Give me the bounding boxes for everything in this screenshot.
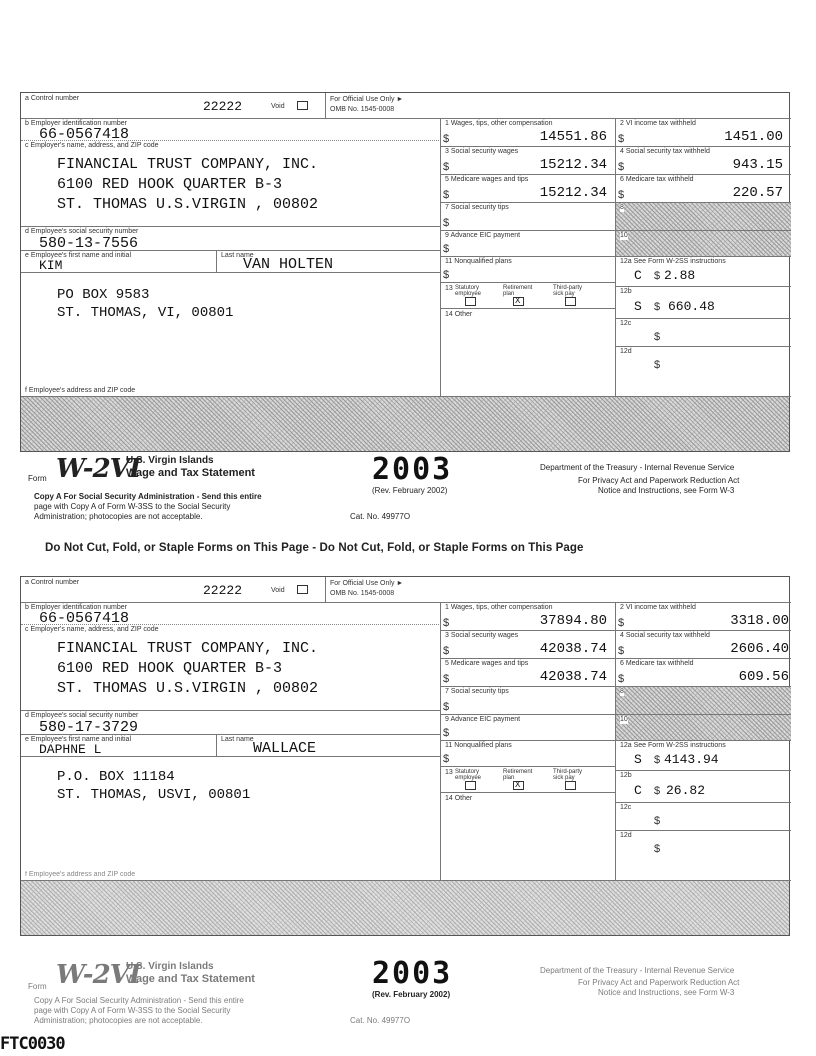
ein-cell	[21, 603, 441, 625]
ssn-value: 580-17-3729	[39, 719, 139, 736]
control-number-cell	[21, 93, 326, 119]
box6-value: 609.56	[738, 669, 789, 685]
privacy-notice-1: For Privacy Act and Paperwork Reduction Act	[578, 978, 740, 987]
address-line-2: ST. THOMAS, USVI, 00801	[57, 787, 251, 803]
box5-cell	[441, 659, 616, 687]
box9-label: 9 Advance EIC payment	[445, 716, 521, 723]
form-year: 2003	[372, 956, 453, 991]
box12b-dollar: $	[654, 785, 661, 797]
address-label: f Employee's address and ZIP code	[25, 387, 136, 394]
official-use-label: For Official Use Only ►	[330, 96, 404, 103]
w2vi-form-2	[20, 576, 790, 936]
employer-city: ST. THOMAS U.S.VIRGIN , 00802	[57, 196, 319, 213]
box12a-label: 12a See Form W-2SS instructions	[620, 742, 726, 749]
state-local-shaded-band	[21, 881, 789, 935]
form-revision: (Rev. February 2002)	[372, 990, 451, 999]
treasury-dept: Department of the Treasury - Internal Revenue Service	[540, 966, 735, 975]
box4-label: 4 Social security tax withheld	[620, 148, 710, 155]
box7-label: 7 Social security tips	[445, 204, 509, 211]
box7-cell	[441, 687, 616, 715]
form-revision: (Rev. February 2002)	[372, 486, 448, 495]
box6-value: 220.57	[732, 185, 783, 201]
ssn-cell	[21, 227, 441, 251]
box12a-dollar: $	[654, 270, 661, 282]
address-line-1: PO BOX 9583	[57, 287, 150, 303]
box2-dollar: $	[618, 133, 625, 145]
box2-cell	[616, 603, 791, 631]
box4-cell	[616, 147, 791, 175]
employee-address-cell	[21, 757, 441, 881]
employer-street: 6100 RED HOOK QUARTER B-3	[57, 660, 283, 677]
box7-label: 7 Social security tips	[445, 688, 509, 695]
box5-dollar: $	[443, 189, 450, 201]
box12a-cell	[616, 741, 791, 771]
official-use-cell	[326, 93, 791, 119]
ein-cell	[21, 119, 441, 141]
box1-dollar: $	[443, 617, 450, 629]
statutory-checkbox	[465, 781, 476, 790]
form-title-line1: U.S. Virgin Islands	[126, 455, 214, 466]
employee-name-cell	[21, 735, 441, 757]
privacy-notice-2: Notice and Instructions, see Form W-3	[598, 988, 735, 997]
control-number-value: 22222	[203, 99, 243, 114]
last-name-value: WALLACE	[253, 740, 317, 757]
box8-label: 8	[620, 204, 624, 211]
box11-label: 11 Nonqualified plans	[445, 742, 512, 749]
box5-value: 42038.74	[539, 669, 607, 685]
name-divider	[216, 735, 217, 757]
box1-dollar: $	[443, 133, 450, 145]
box14-cell	[441, 793, 616, 881]
box10-cell	[616, 715, 791, 741]
box9-label: 9 Advance EIC payment	[445, 232, 521, 239]
box11-cell	[441, 257, 616, 283]
box5-cell	[441, 175, 616, 203]
box9-cell	[441, 715, 616, 741]
void-label: Void	[271, 103, 285, 110]
box1-label: 1 Wages, tips, other compensation	[445, 604, 553, 611]
page-id-stamp: FTC0030	[0, 1034, 65, 1054]
box12b-code: C	[634, 783, 642, 798]
box12c-label: 12c	[620, 320, 632, 327]
form-title-line1: U.S. Virgin Islands	[126, 961, 214, 972]
box12c-cell	[616, 319, 791, 347]
box6-cell	[616, 659, 791, 687]
employer-label: c Employer's name, address, and ZIP code	[25, 142, 159, 149]
box12b-code: S	[634, 299, 642, 314]
box8-cell	[616, 687, 791, 715]
box12a-amount: 4143.94	[664, 752, 719, 767]
control-number-label: a Control number	[25, 95, 80, 102]
form-word: Form	[28, 474, 47, 483]
box12b-label: 12b	[620, 772, 632, 779]
copy-a-line2: page with Copy A of Form W-3SS to the Social Security	[34, 502, 231, 511]
box13-cell	[441, 283, 616, 309]
box7-cell	[441, 203, 616, 231]
statutory-checkbox	[465, 297, 476, 306]
box6-cell	[616, 175, 791, 203]
first-name-value: KIM	[39, 258, 63, 273]
last-name-label: Last name	[221, 252, 254, 259]
box10-cell	[616, 231, 791, 257]
void-label: Void	[271, 587, 285, 594]
box3-label: 3 Social security wages	[445, 632, 519, 639]
box13-label: 13	[445, 769, 453, 776]
box13-label: 13	[445, 285, 453, 292]
box3-cell	[441, 147, 616, 175]
box8-cell	[616, 203, 791, 231]
box12c-dollar: $	[654, 815, 661, 827]
box12d-label: 12d	[620, 348, 632, 355]
ssn-label: d Employee's social security number	[25, 712, 139, 719]
box9-dollar: $	[443, 243, 450, 255]
box11-dollar: $	[443, 269, 450, 281]
box13-retirement-label: Retirement plan	[503, 285, 533, 297]
employer-name: FINANCIAL TRUST COMPANY, INC.	[57, 640, 319, 657]
employer-name: FINANCIAL TRUST COMPANY, INC.	[57, 156, 319, 173]
box12c-dollar: $	[654, 331, 661, 343]
box12a-code: C	[634, 268, 642, 283]
form-title-line2: Wage and Tax Statement	[126, 467, 255, 479]
control-number-cell	[21, 577, 326, 603]
box3-cell	[441, 631, 616, 659]
retirement-checkbox	[513, 781, 524, 790]
box3-value: 15212.34	[539, 157, 607, 173]
box2-dollar: $	[618, 617, 625, 629]
box6-label: 6 Medicare tax withheld	[620, 176, 694, 183]
employee-name-cell	[21, 251, 441, 273]
box7-dollar: $	[443, 217, 450, 229]
copy-a-line3: Administration; photocopies are not acceptable.	[34, 512, 203, 521]
box6-dollar: $	[618, 189, 625, 201]
box1-label: 1 Wages, tips, other compensation	[445, 120, 553, 127]
copy-a-line2: page with Copy A of Form W-3SS to the Social Security	[34, 1006, 231, 1015]
box13-retirement-label: Retirement plan	[503, 769, 533, 781]
box3-dollar: $	[443, 161, 450, 173]
ssn-cell	[21, 711, 441, 735]
employer-city: ST. THOMAS U.S.VIRGIN , 00802	[57, 680, 319, 697]
box1-cell	[441, 119, 616, 147]
retirement-checkbox	[513, 297, 524, 306]
box10-label: 10	[620, 716, 628, 723]
employer-label: c Employer's name, address, and ZIP code	[25, 626, 159, 633]
box12c-cell	[616, 803, 791, 831]
last-name-label: Last name	[221, 736, 254, 743]
box10-label: 10	[620, 232, 628, 239]
address-label: f Employee's address and ZIP code	[25, 871, 136, 878]
box3-label: 3 Social security wages	[445, 148, 519, 155]
box1-value: 14551.86	[539, 129, 607, 145]
state-local-shaded-band	[21, 397, 789, 451]
box5-dollar: $	[443, 673, 450, 685]
box2-label: 2 VI income tax withheld	[620, 604, 696, 611]
employer-cell	[21, 625, 441, 711]
box12a-code: S	[634, 752, 642, 767]
w2vi-form-1	[20, 92, 790, 452]
form-title-line2: Wage and Tax Statement	[126, 973, 255, 985]
box12d-dollar: $	[654, 843, 661, 855]
ein-value: 66-0567418	[39, 126, 130, 143]
copy-a-line1: Copy A For Social Security Administration - Send this entire	[34, 996, 244, 1005]
box4-dollar: $	[618, 645, 625, 657]
omb-number: OMB No. 1545-0008	[330, 106, 395, 113]
box12d-label: 12d	[620, 832, 632, 839]
box1-value: 37894.80	[539, 613, 607, 629]
box6-label: 6 Medicare tax withheld	[620, 660, 694, 667]
box9-dollar: $	[443, 727, 450, 739]
box12a-cell	[616, 257, 791, 287]
box4-dollar: $	[618, 161, 625, 173]
box4-value: 2606.40	[730, 641, 789, 657]
copy-a-line3: Administration; photocopies are not acceptable.	[34, 1016, 203, 1025]
box7-dollar: $	[443, 701, 450, 713]
control-number-value: 22222	[203, 583, 243, 598]
box12d-cell	[616, 831, 791, 881]
box2-value: 3318.00	[730, 613, 789, 629]
box12b-cell	[616, 771, 791, 803]
box13-thirdparty-label: Third-party sick pay	[553, 285, 583, 297]
box12d-cell	[616, 347, 791, 397]
box13-statutory-label: Statutory employee	[455, 285, 482, 297]
box3-dollar: $	[443, 645, 450, 657]
employer-cell	[21, 141, 441, 227]
address-line-2: ST. THOMAS, VI, 00801	[57, 305, 234, 321]
void-checkbox	[297, 585, 308, 594]
treasury-dept: Department of the Treasury - Internal Revenue Service	[540, 463, 735, 472]
box13-cell	[441, 767, 616, 793]
first-name-value: DAPHNE L	[39, 742, 102, 757]
control-number-label: a Control number	[25, 579, 80, 586]
box1-cell	[441, 603, 616, 631]
thirdparty-checkbox	[565, 781, 576, 790]
ein-label: b Employer identification number	[25, 604, 127, 611]
box2-label: 2 VI income tax withheld	[620, 120, 696, 127]
box11-dollar: $	[443, 753, 450, 765]
form-year: 2003	[372, 452, 453, 487]
box12b-cell	[616, 287, 791, 319]
box8-label: 8	[620, 688, 624, 695]
box12b-amount: 26.82	[666, 783, 706, 798]
box14-cell	[441, 309, 616, 397]
form-name-logo: W-2VI	[56, 454, 140, 484]
box2-value: 1451.00	[724, 129, 783, 145]
void-checkbox	[297, 101, 308, 110]
box12b-amount: 660.48	[668, 299, 715, 314]
privacy-notice-2: Notice and Instructions, see Form W-3	[598, 486, 735, 495]
catalog-number: Cat. No. 49977O	[350, 1016, 411, 1025]
box11-label: 11 Nonqualified plans	[445, 258, 512, 265]
official-use-label: For Official Use Only ►	[330, 580, 404, 587]
box12b-dollar: $	[654, 301, 661, 313]
form-word: Form	[28, 982, 47, 991]
box5-value: 15212.34	[539, 185, 607, 201]
box14-label: 14 Other	[445, 311, 473, 318]
box14-label: 14 Other	[445, 795, 473, 802]
do-not-cut-warning: Do Not Cut, Fold, or Staple Forms on This Page - Do Not Cut, Fold, or Staple Forms on This Page	[45, 542, 584, 554]
copy-a-line1: Copy A For Social Security Administration - Send this entire	[34, 492, 262, 501]
box12a-amount: 2.88	[664, 268, 696, 283]
employee-address-cell	[21, 273, 441, 397]
ssn-value: 580-13-7556	[39, 235, 139, 252]
box9-cell	[441, 231, 616, 257]
box13-statutory-label: Statutory employee	[455, 769, 482, 781]
box12a-dollar: $	[654, 754, 661, 766]
first-name-label: e Employee's first name and initial	[25, 736, 131, 743]
form-name-logo: W-2VI	[56, 960, 140, 990]
box13-thirdparty-label: Third-party sick pay	[553, 769, 583, 781]
last-name-value: VAN HOLTEN	[243, 256, 334, 273]
box4-label: 4 Social security tax withheld	[620, 632, 710, 639]
box3-value: 42038.74	[539, 641, 607, 657]
ssn-label: d Employee's social security number	[25, 228, 139, 235]
name-divider	[216, 251, 217, 273]
box5-label: 5 Medicare wages and tips	[445, 176, 529, 183]
box5-label: 5 Medicare wages and tips	[445, 660, 529, 667]
ein-label: b Employer identification number	[25, 120, 127, 127]
box2-cell	[616, 119, 791, 147]
ein-value: 66-0567418	[39, 610, 130, 627]
omb-number: OMB No. 1545-0008	[330, 590, 395, 597]
box6-dollar: $	[618, 673, 625, 685]
first-name-label: e Employee's first name and initial	[25, 252, 131, 259]
thirdparty-checkbox	[565, 297, 576, 306]
box12a-label: 12a See Form W-2SS instructions	[620, 258, 726, 265]
box4-cell	[616, 631, 791, 659]
box4-value: 943.15	[732, 157, 783, 173]
box12c-label: 12c	[620, 804, 632, 811]
box12b-label: 12b	[620, 288, 632, 295]
official-use-cell	[326, 577, 791, 603]
box11-cell	[441, 741, 616, 767]
box12d-dollar: $	[654, 359, 661, 371]
privacy-notice-1: For Privacy Act and Paperwork Reduction Act	[578, 476, 740, 485]
employer-street: 6100 RED HOOK QUARTER B-3	[57, 176, 283, 193]
address-line-1: P.O. BOX 11184	[57, 769, 175, 785]
catalog-number: Cat. No. 49977O	[350, 512, 411, 521]
